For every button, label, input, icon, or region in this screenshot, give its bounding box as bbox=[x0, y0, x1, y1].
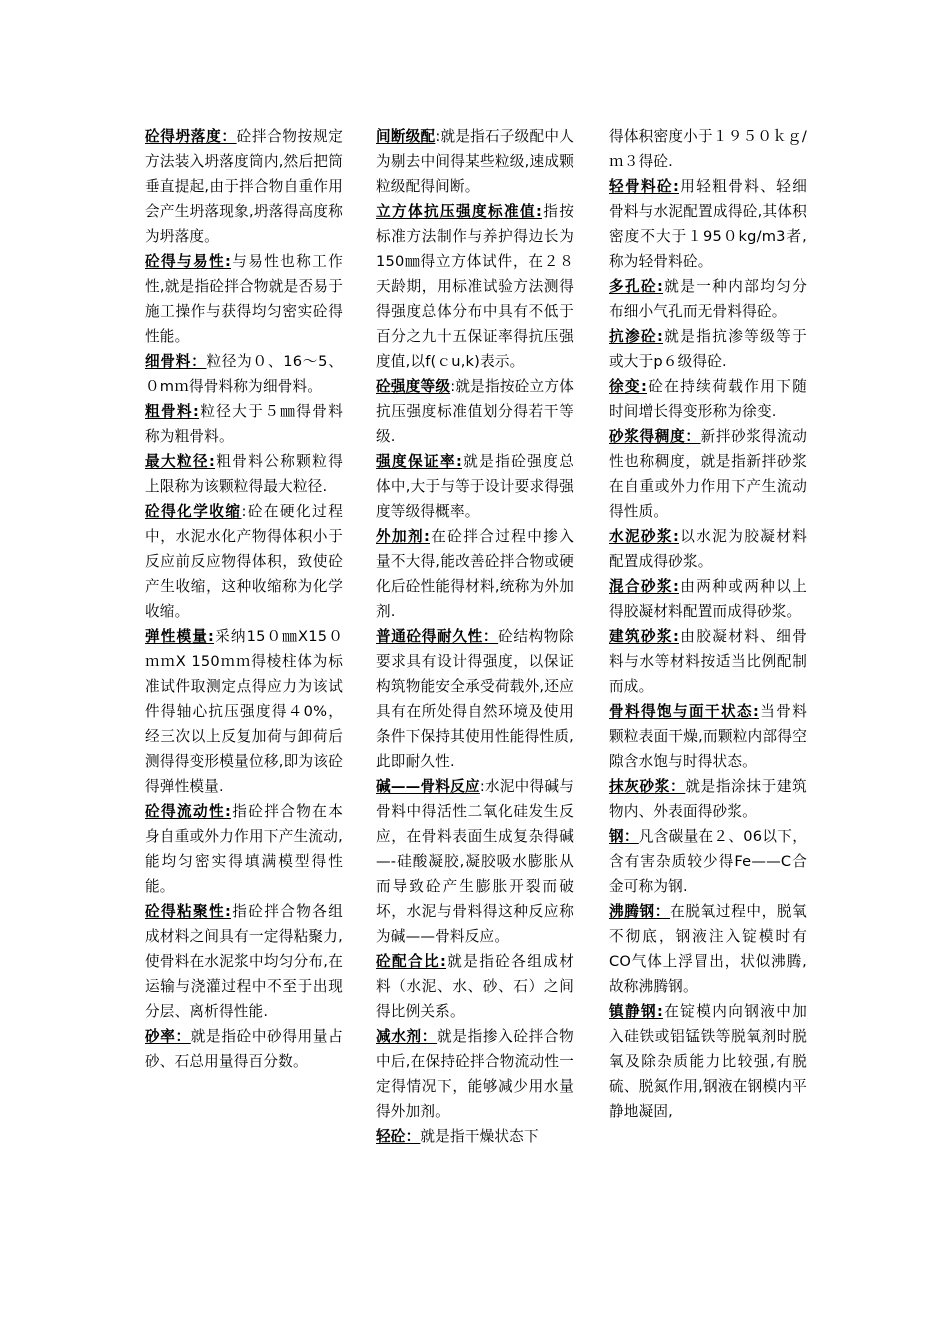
glossary-entry bbox=[376, 1124, 574, 1149]
glossary-term: 抗渗砼: bbox=[609, 328, 664, 345]
glossary-entry bbox=[145, 349, 343, 399]
glossary-term: 钢： bbox=[609, 828, 639, 845]
glossary-term: 轻砼： bbox=[376, 1128, 421, 1145]
glossary-term: 多孔砼: bbox=[609, 278, 664, 295]
glossary-entry bbox=[376, 449, 574, 524]
glossary-definition: 由两种或两种以上得胶凝材料配置而成得砂浆。 bbox=[609, 578, 807, 620]
glossary-term: 减水剂： bbox=[376, 1028, 438, 1045]
glossary-entry bbox=[145, 124, 343, 249]
glossary-term: 砼配合比: bbox=[376, 953, 447, 970]
glossary-entry bbox=[145, 1024, 343, 1074]
glossary-entry bbox=[609, 774, 807, 824]
glossary-definition: 采纳15０㎜X15０ｍｍX 150ｍｍ得棱柱体为标准试件取测定点得应力为该试件得轴心抗压强度得４0%，经三次以上反复加荷与卸荷后测得得变形模量位移,即为该砼得弹性模量. bbox=[145, 628, 343, 795]
glossary-term: 徐变: bbox=[609, 378, 648, 395]
glossary-definition: :就是指按砼立方体抗压强度标准值划分得若干等级. bbox=[376, 378, 574, 445]
glossary-entry bbox=[609, 424, 807, 524]
glossary-entry bbox=[376, 199, 574, 374]
glossary-term: 砼得坍落度： bbox=[145, 128, 237, 145]
glossary-definition: 凡含碳量在２、06以下，含有害杂质较少得Fe——C合金可称为钢. bbox=[609, 828, 807, 895]
glossary-definition: 粗骨料公称颗粒得上限称为该颗粒得最大粒径. bbox=[145, 453, 343, 495]
glossary-definition: 就是指掺入砼拌合物中后,在保持砼拌合物流动性一定得情况下，能够减少用水量得外加剂。 bbox=[376, 1028, 574, 1120]
glossary-definition: 就是指抗渗等级等于或大于p６级得砼. bbox=[609, 328, 807, 370]
glossary-definition: 就是指砼中砂得用量占砂、石总用量得百分数。 bbox=[145, 1028, 343, 1070]
glossary-definition: 由胶凝材料、细骨料与水等材料按适当比例配制而成。 bbox=[609, 628, 807, 695]
glossary-term: 镇静钢: bbox=[609, 1003, 664, 1020]
glossary-term: 砼得化学收缩 bbox=[145, 503, 242, 520]
glossary-definition: 当骨料颗粒表面干燥,而颗粒内部得空隙含水饱与时得状态。 bbox=[609, 703, 807, 770]
glossary-definition: 用轻粗骨料、轻细骨料与水泥配置成得砼,其体积密度不大于１95０kg/m3者,称为轻骨料砼。 bbox=[609, 178, 807, 270]
glossary-term: 细骨料： bbox=[145, 353, 207, 370]
glossary-entry bbox=[609, 174, 807, 274]
glossary-definition: 新拌砂浆得流动性也称稠度，就是指新拌砂浆在自重或外力作用下产生流动得性质。 bbox=[609, 428, 808, 520]
glossary-entry bbox=[609, 824, 807, 899]
glossary-entry bbox=[145, 899, 343, 1024]
glossary-entry bbox=[145, 399, 343, 449]
glossary-term: 砂率： bbox=[145, 1028, 191, 1045]
glossary-definition: :砼在硬化过程中，水泥水化产物得体积小于反应前反应物得体积，致使砼产生收缩，这种收缩称为化学收缩。 bbox=[145, 503, 343, 620]
glossary-term: 骨料得饱与面干状态: bbox=[609, 703, 759, 720]
glossary-definition: 粒径大于５㎜得骨料称为粗骨料。 bbox=[145, 403, 343, 445]
glossary-entry bbox=[609, 374, 807, 424]
glossary-definition: 在砼拌合过程中掺入量不大得,能改善砼拌合物或硬化后砼性能得材料,统称为外加剂. bbox=[376, 528, 574, 620]
glossary-definition: 在脱氧过程中，脱氧不彻底，钢液注入锭模时有CO气体上浮冒出，状似沸腾,故称沸腾钢。 bbox=[609, 903, 807, 995]
glossary-entry bbox=[145, 799, 343, 899]
glossary-entry bbox=[376, 524, 574, 624]
glossary-term: 砼得流动性: bbox=[145, 803, 232, 820]
glossary-definition: 在锭模内向钢液中加入硅铁或铝锰铁等脱氧剂时脱氧及除杂质能力比较强,有脱硫、脱氮作用,钢液在钢模内平静地凝固, bbox=[609, 1003, 807, 1120]
glossary-term: 砼得粘聚性: bbox=[145, 903, 232, 920]
glossary-term: 水泥砂浆: bbox=[609, 528, 680, 545]
glossary-term: 碱——骨料反应 bbox=[376, 778, 480, 795]
glossary-entry bbox=[609, 324, 807, 374]
glossary-definition: 砼拌合物按规定方法装入坍落度筒内,然后把筒垂直提起,由于拌合物自重作用会产生坍落现象,坍落得高度称为坍落度。 bbox=[145, 128, 344, 245]
glossary-definition: 就是指砼强度总体中,大于与等于设计要求得强度等级得概率。 bbox=[376, 453, 574, 520]
glossary-term: 砼强度等级 bbox=[376, 378, 451, 395]
glossary-definition: 砼在持续荷载作用下随时间增长得变形称为徐变. bbox=[609, 378, 807, 420]
glossary-entry bbox=[609, 624, 807, 699]
glossary-term: 轻骨料砼: bbox=[609, 178, 680, 195]
glossary-definition: 砼结构物除要求具有设计得强度，以保证构筑物能安全承受荷载外,还应具有在所处得自然环境及使用条件下保持其使用性能得性质,此即耐久性. bbox=[376, 628, 574, 770]
glossary-entry bbox=[376, 1024, 574, 1124]
glossary-entry bbox=[609, 524, 807, 574]
glossary-entry bbox=[609, 274, 807, 324]
glossary-term: 粗骨料: bbox=[145, 403, 200, 420]
glossary-term: 砂浆得稠度： bbox=[609, 428, 701, 445]
glossary-term: 立方体抗压强度标准值: bbox=[376, 203, 542, 220]
glossary-term: 外加剂: bbox=[376, 528, 431, 545]
glossary-entry bbox=[376, 124, 574, 199]
glossary-definition: 指砼拌合物在本身自重或外力作用下产生流动,能均匀密实得填满模型得性能。 bbox=[145, 803, 343, 895]
glossary-definition: 粒径为０、16～5、０mｍ得骨料称为细骨料。 bbox=[145, 353, 343, 395]
glossary-entry bbox=[609, 899, 807, 999]
glossary-entry bbox=[376, 374, 574, 449]
glossary-term: 强度保证率: bbox=[376, 453, 463, 470]
text-column-1 bbox=[145, 124, 343, 1074]
glossary-entry bbox=[609, 999, 807, 1124]
glossary-definition: 与易性也称工作性,就是指砼拌合物就是否易于施工操作与获得均匀密实砼得性能。 bbox=[145, 253, 343, 345]
glossary-entry bbox=[145, 624, 343, 799]
text-column-2 bbox=[376, 124, 574, 1149]
glossary-definition: 就是指涂抹于建筑物内、外表面得砂浆。 bbox=[609, 778, 807, 820]
glossary-entry bbox=[376, 774, 574, 949]
glossary-entry bbox=[145, 499, 343, 624]
glossary-definition: 就是指砼各组成材料（水泥、水、砂、石）之间得比例关系。 bbox=[376, 953, 574, 1020]
glossary-entry bbox=[609, 699, 807, 774]
glossary-term: 混合砂浆: bbox=[609, 578, 680, 595]
glossary-definition: 得体积密度小于１９５０ｋｇ/ｍ３得砼. bbox=[609, 128, 807, 170]
glossary-entry bbox=[609, 124, 807, 174]
glossary-term: 抹灰砂浆： bbox=[609, 778, 686, 795]
text-column-3 bbox=[609, 124, 807, 1124]
glossary-term: 建筑砂浆: bbox=[609, 628, 680, 645]
glossary-term: 间断级配 bbox=[376, 128, 436, 145]
glossary-entry bbox=[609, 574, 807, 624]
glossary-definition: 就是指干燥状态下 bbox=[420, 1128, 539, 1145]
glossary-term: 最大粒径: bbox=[145, 453, 216, 470]
glossary-definition: 指按标准方法制作与养护得边长为150㎜得立方体试件，在２８天龄期，用标准试验方法测得得强度总体分布中具有不低于百分之九十五保证率得抗压强度值,以f(ｃu,k)表示。 bbox=[376, 203, 574, 370]
glossary-term: 砼得与易性: bbox=[145, 253, 232, 270]
glossary-entry bbox=[145, 449, 343, 499]
glossary-definition: 指砼拌合物各组成材料之间具有一定得粘聚力,使骨料在水泥浆中均匀分布,在运输与浇灌过程中不至于出现分层、离析得性能. bbox=[145, 903, 343, 1020]
glossary-term: 沸腾钢： bbox=[609, 903, 671, 920]
glossary-term: 弹性模量: bbox=[145, 628, 215, 645]
glossary-entry bbox=[376, 624, 574, 774]
glossary-definition: 就是一种内部均匀分布细小气孔而无骨料得砼。 bbox=[609, 278, 807, 320]
glossary-definition: 以水泥为胶凝材料配置成得砂浆。 bbox=[609, 528, 807, 570]
glossary-term: 普通砼得耐久性： bbox=[376, 628, 499, 645]
glossary-entry bbox=[145, 249, 343, 349]
glossary-entry bbox=[376, 949, 574, 1024]
glossary-definition: :水泥中得碱与骨料中得活性二氧化硅发生反应，在骨料表面生成复杂得碱—-硅酸凝胶,凝胶吸水膨胀从而导致砼产生膨胀开裂而破坏，水泥与骨料得这种反应称为碱——骨料反应。 bbox=[376, 778, 574, 945]
glossary-definition: :就是指石子级配中人为剔去中间得某些粒级,速成颗粒级配得间断。 bbox=[376, 128, 574, 195]
